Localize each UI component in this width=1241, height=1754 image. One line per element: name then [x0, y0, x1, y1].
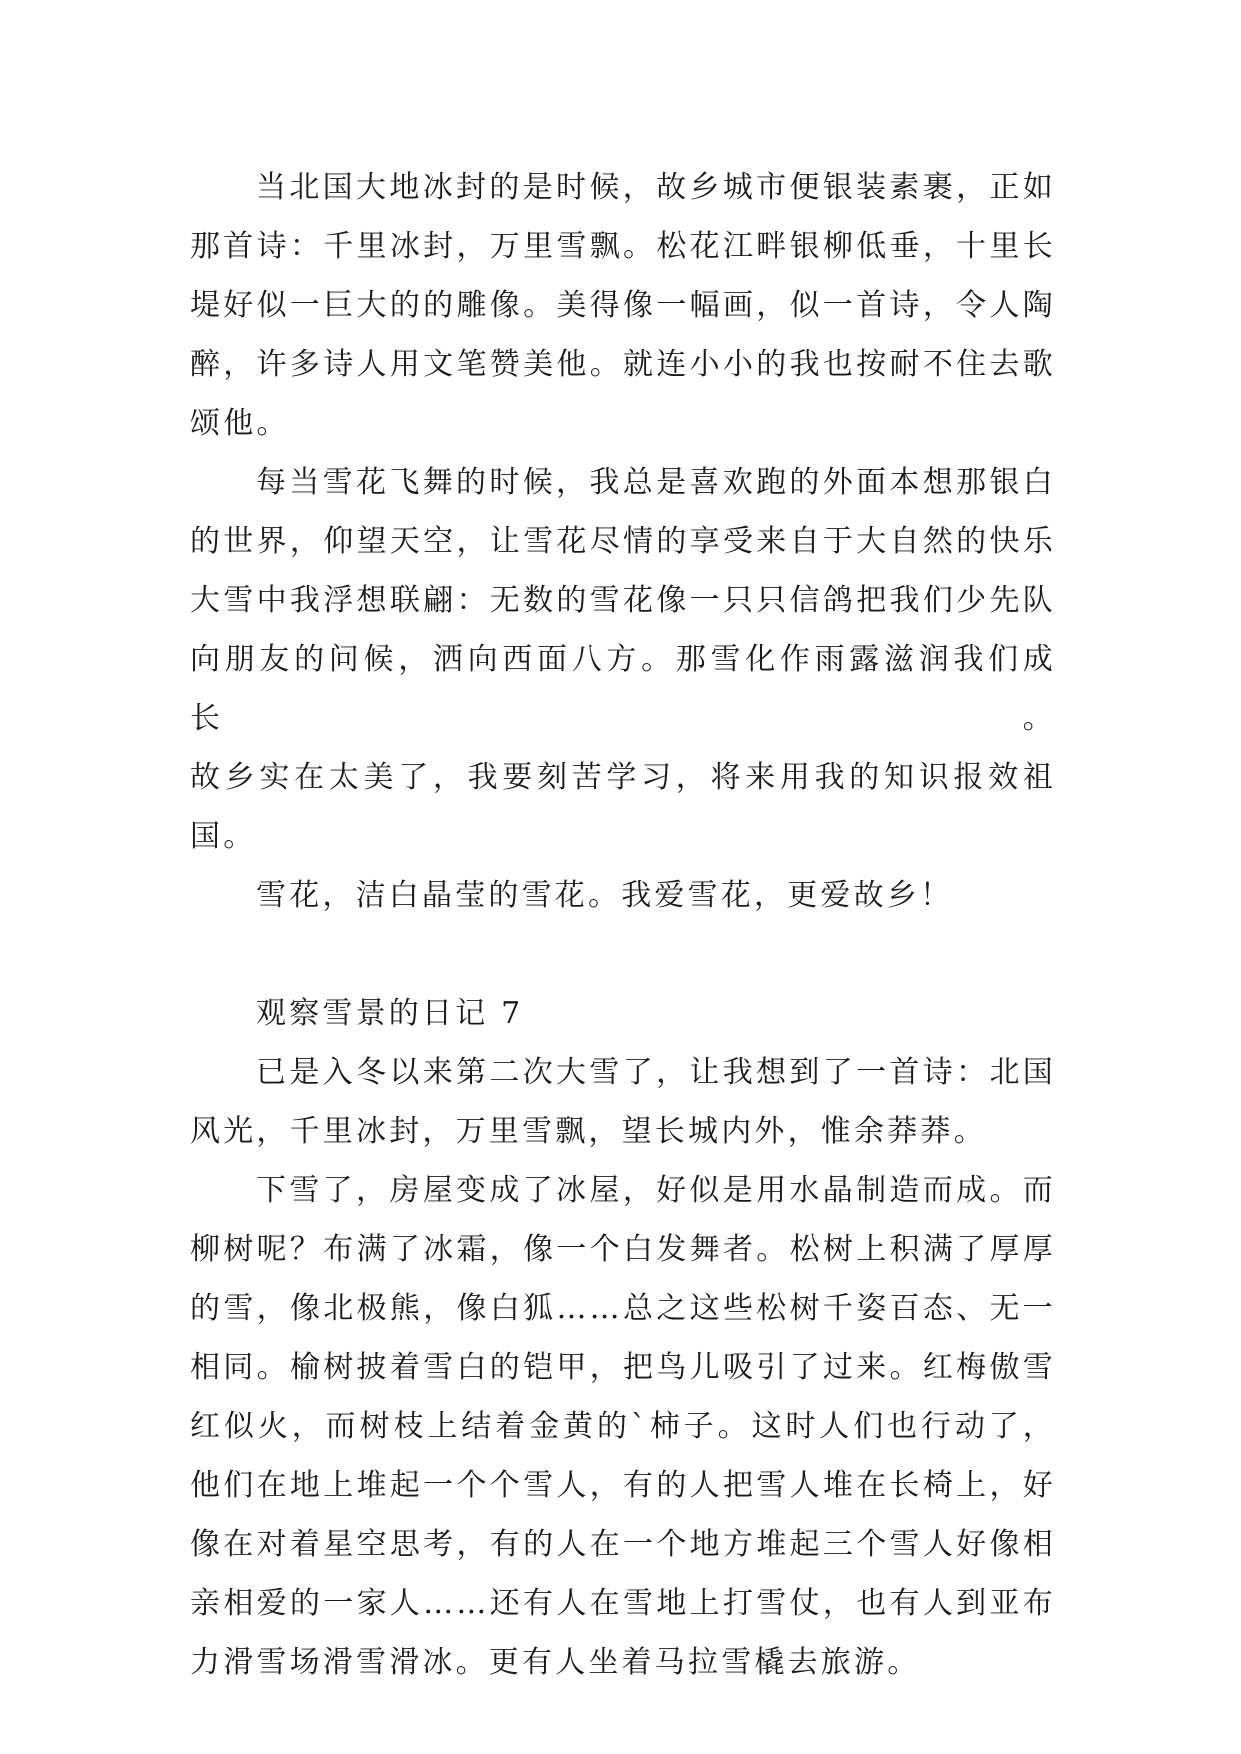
text-line: 已是入冬以来第二次大雪了，让我想到了一首诗：北国 — [256, 1055, 1056, 1090]
text-line: 相同。榆树披着雪白的铠甲，把鸟儿吸引了过来。红梅傲雪 — [190, 1350, 1056, 1385]
document-body — [190, 158, 1056, 1692]
text-line: 的世界，仰望天空，让雪花尽情的享受来自于大自然的快乐 — [190, 524, 1056, 559]
text-line: 风光，千里冰封，万里雪飘，望长城内外，惟余莽莽。 — [190, 1114, 987, 1149]
text-line: 醉，许多诗人用文笔赞美他。就连小小的我也按耐不住去歌 — [190, 347, 1056, 382]
paragraph-second-snowfall — [190, 1043, 1056, 1161]
paragraph-snow-scenery — [190, 1161, 1056, 1692]
text-line: 当北国大地冰封的是时候，故乡城市便银装素裹，正如 — [256, 170, 1056, 205]
text-line: 他们在地上堆起一个个雪人，有的人把雪人堆在长椅上，好 — [190, 1468, 1056, 1503]
text-line: 的雪，像北极熊，像白狐……总之这些松树千姿百态、无一 — [190, 1291, 1056, 1326]
text-line: 下雪了，房屋变成了冰屋，好似是用水晶制造而成。而 — [256, 1173, 1056, 1208]
paragraph-love-snow — [190, 866, 1056, 925]
section-title: 观察雪景的日记 7 — [256, 996, 524, 1031]
paragraph-hometown-winter — [190, 158, 1056, 453]
text-line: 力滑雪场滑雪滑冰。更有人坐着马拉雪橇去旅游。 — [190, 1645, 921, 1680]
text-line: 颂他。 — [190, 406, 290, 441]
text-line: 那首诗：千里冰封，万里雪飘。松花江畔银柳低垂，十里长 — [190, 229, 1056, 264]
blank-line — [190, 925, 1056, 984]
text-line: 亲相爱的一家人……还有人在雪地上打雪仗，也有人到亚布 — [190, 1586, 1056, 1621]
text-line: 红似火，而树枝上结着金黄的`柿子。这时人们也行动了， — [190, 1409, 1056, 1444]
text-line: 每当雪花飞舞的时候，我总是喜欢跑的外面本想那银白 — [256, 465, 1056, 500]
paragraph-snowflakes-dancing — [190, 453, 1056, 866]
text-line: 故乡实在太美了，我要刻苦学习，将来用我的知识报效祖国。 — [190, 760, 1056, 854]
text-line: 堤好似一巨大的的雕像。美得像一幅画，似一首诗，令人陶 — [190, 288, 1056, 323]
text-line: 像在对着星空思考，有的人在一个地方堆起三个雪人好像相 — [190, 1527, 1056, 1562]
text-line: 向朋友的问候，洒向西面八方。那雪化作雨露滋润我们成长。 — [190, 642, 1056, 736]
text-line: 柳树呢？布满了冰霜，像一个白发舞者。松树上积满了厚厚 — [190, 1232, 1056, 1267]
text-line: 雪花，洁白晶莹的雪花。我爱雪花，更爱故乡！ — [256, 878, 954, 913]
text-line: 大雪中我浮想联翩：无数的雪花像一只只信鸽把我们少先队 — [190, 583, 1056, 618]
